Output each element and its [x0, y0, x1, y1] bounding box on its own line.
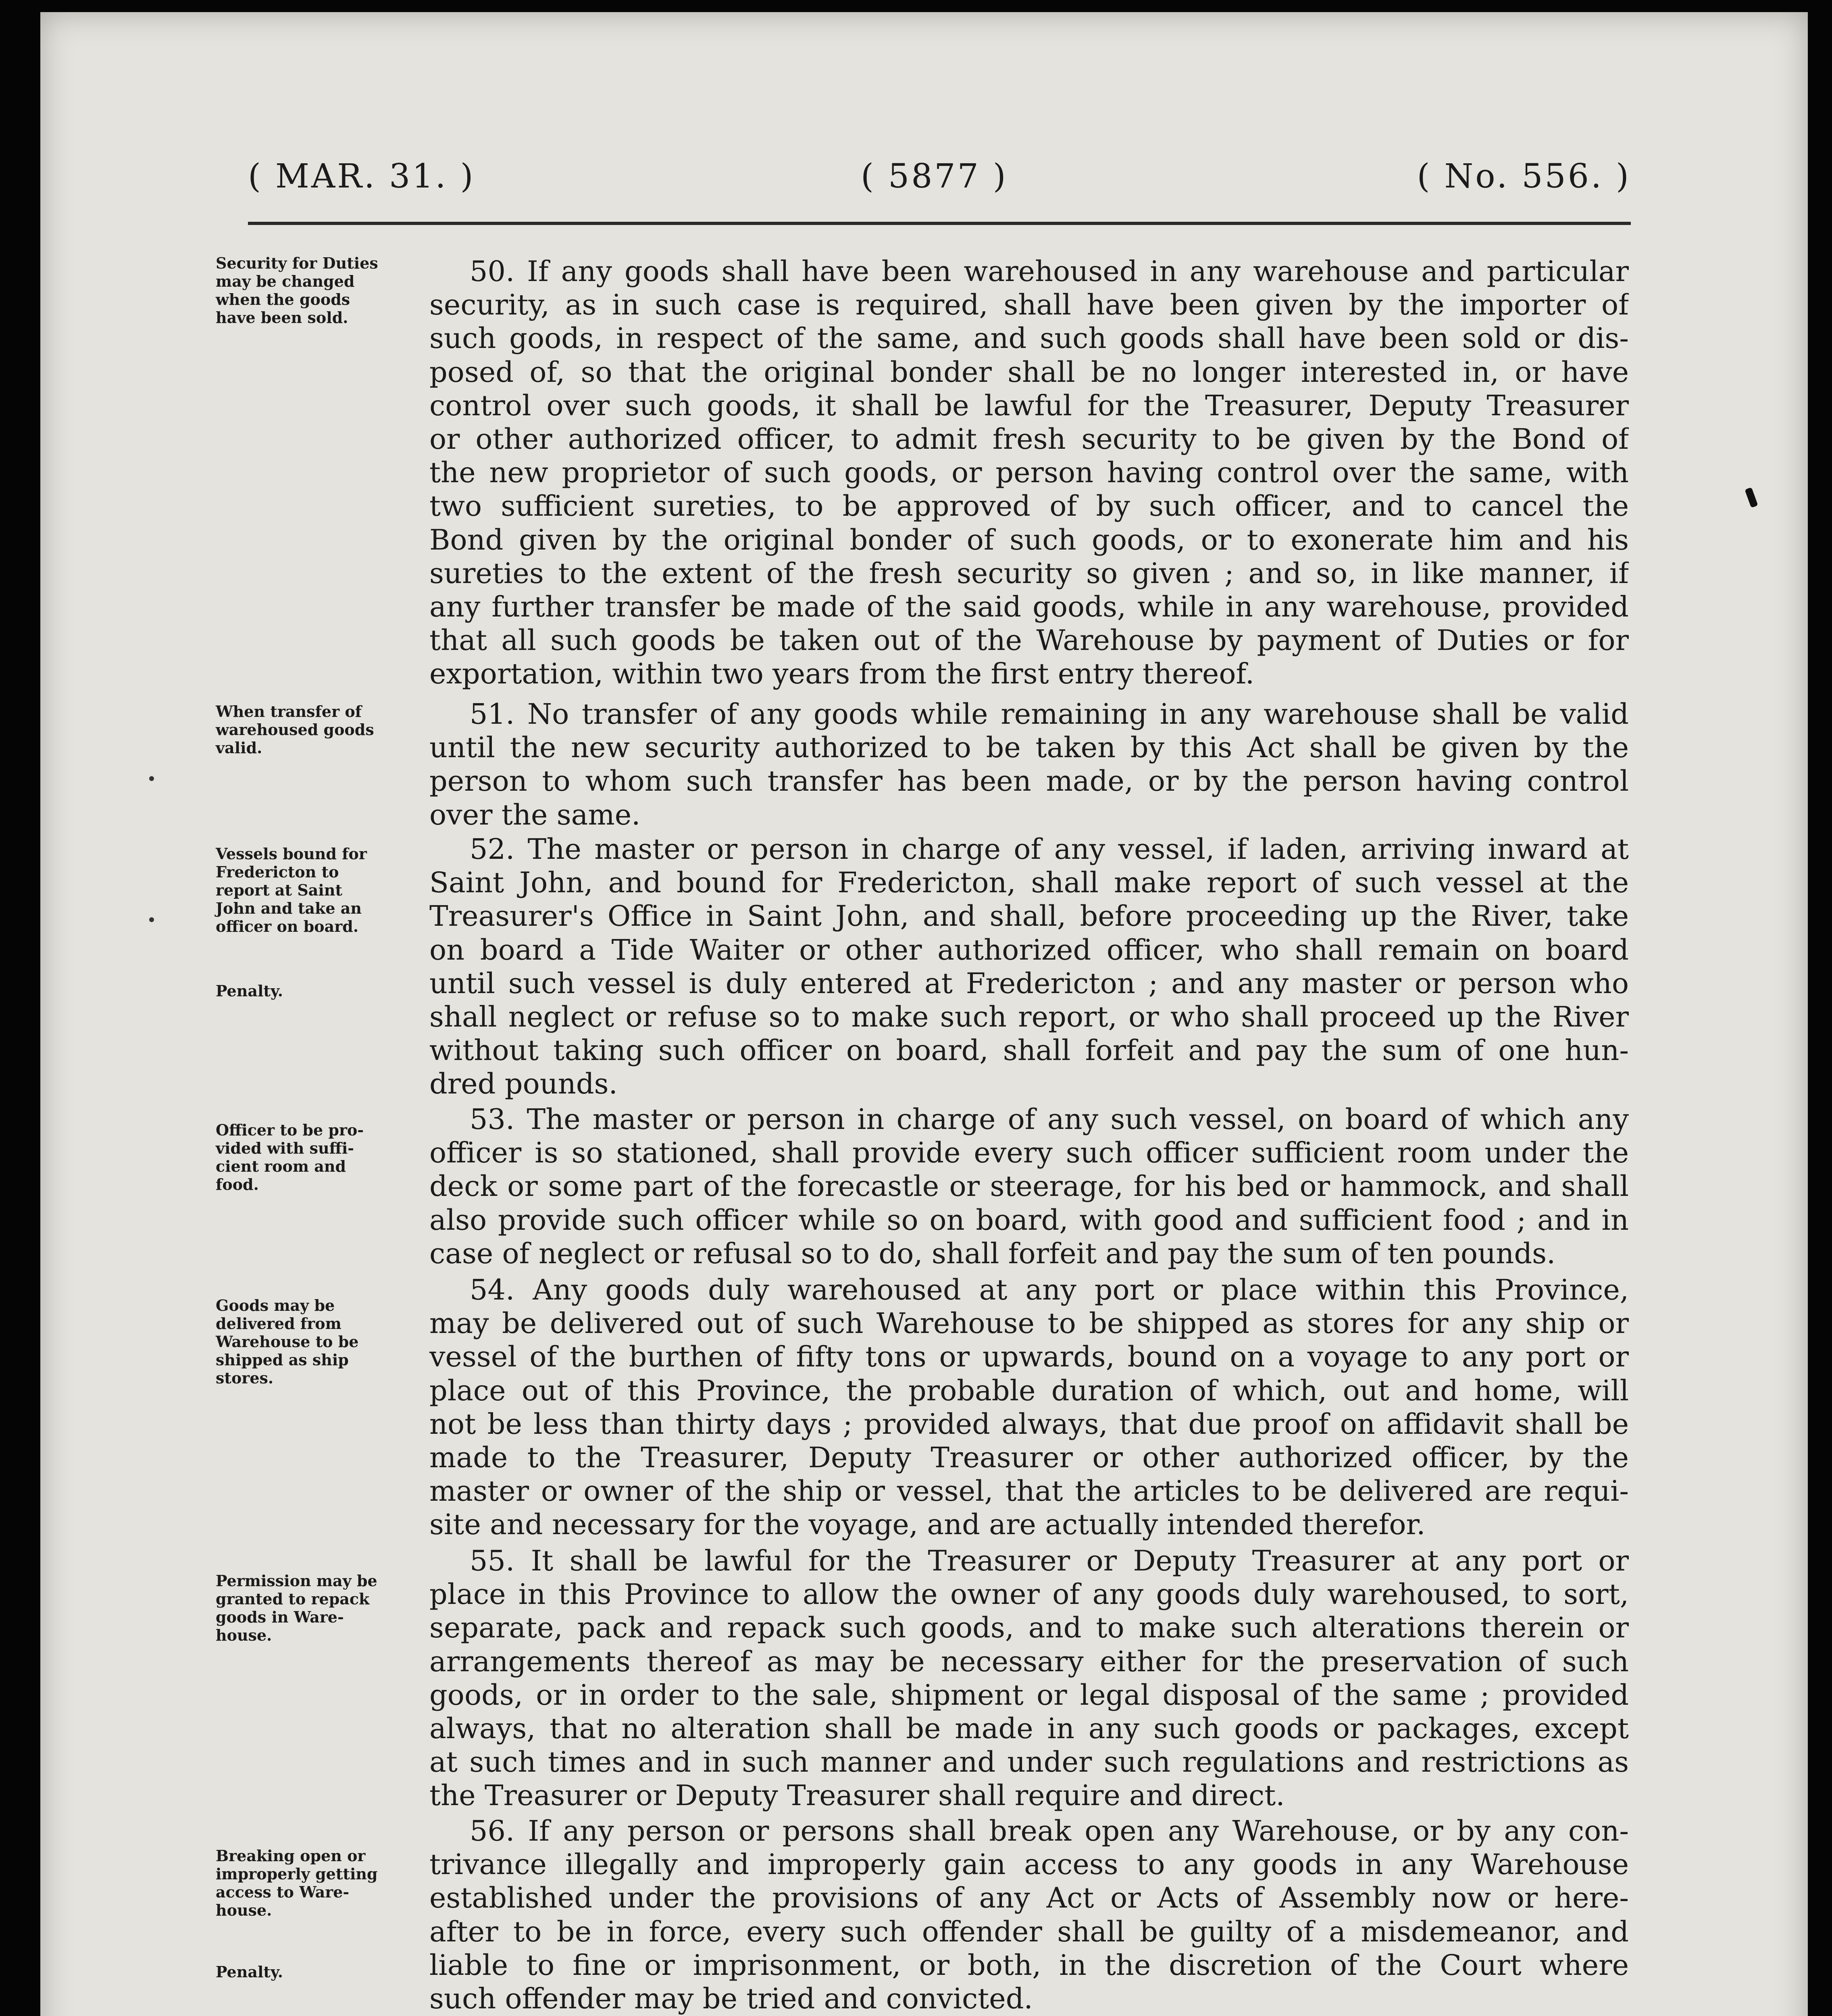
- header-act-number: ( No. 556. ): [1417, 157, 1631, 196]
- text-line: 54. Any goods duly warehoused at any port or place within this Province,: [470, 1273, 1629, 1306]
- page-header: [248, 157, 1631, 206]
- text-line: sureties to the extent of the fresh security so given ; and so, in like manner, if: [429, 556, 1629, 590]
- text-line: trivance illegally and improperly gain access to any goods in any Warehouse: [429, 1848, 1629, 1881]
- text-line: security, as in such case is required, shall have been given by the importer of: [429, 288, 1629, 322]
- text-line: or other authorized officer, to admit fresh security to be given by the Bond of: [429, 422, 1629, 456]
- text-line: deck or some part of the forecastle or steerage, for his bed or hammock, and shall: [429, 1170, 1629, 1203]
- text-line: 53. The master or person in charge of any such vessel, on board of which any: [470, 1103, 1629, 1136]
- text-line: established under the provisions of any Act or Acts of Assembly now or here-: [429, 1881, 1629, 1915]
- text-line: officer is so stationed, shall provide every such officer sufficient room under the: [429, 1136, 1629, 1170]
- header-date: ( MAR. 31. ): [248, 157, 475, 196]
- margin-note-transfer-valid: When transfer of warehoused goods valid.: [216, 702, 374, 757]
- text-line: until such vessel is duly entered at Fredericton ; and any master or person who: [429, 966, 1629, 1000]
- text-line: person to whom such transfer has been made, or by the person having control: [429, 764, 1629, 798]
- margin-note-ship-stores: Goods may be delivered from Warehouse to be shipped as ship stores.: [216, 1296, 359, 1387]
- text-line: two sufficient sureties, to be approved of by such officer, and to cancel the: [429, 489, 1629, 523]
- section-52: [429, 833, 1629, 1101]
- section-50: [429, 255, 1629, 691]
- text-line: exportation, within two years from the first entry thereof.: [429, 657, 1255, 691]
- header-rule: [248, 222, 1631, 225]
- text-line: at such times and in such manner and under such regulations and restrictions as: [429, 1745, 1629, 1779]
- text-line: also provide such officer while so on board, with good and sufficient food ; and in: [429, 1203, 1629, 1237]
- text-line: always, that no alteration shall be made in any such goods or packages, except: [429, 1712, 1629, 1745]
- text-line: place out of this Province, the probable duration of which, out and home, will: [429, 1374, 1629, 1407]
- text-line: until the new security authorized to be taken by this Act shall be given by the: [429, 731, 1629, 764]
- text-line: liable to fine or imprisonment, or both, in the discretion of the Court where: [429, 1948, 1629, 1982]
- header-page-number: ( 5877 ): [861, 157, 1008, 196]
- text-line: not be less than thirty days ; provided always, that due proof on affidavit shall be: [429, 1407, 1629, 1441]
- text-line: made to the Treasurer, Deputy Treasurer or other authorized officer, by the: [429, 1441, 1629, 1474]
- text-line: 52. The master or person in charge of any vessel, if laden, arriving inward at: [470, 833, 1629, 866]
- section-54: [429, 1273, 1629, 1542]
- text-line: 51. No transfer of any goods while remaining in any warehouse shall be valid: [470, 698, 1629, 731]
- text-line: 50. If any goods shall have been warehoused in any warehouse and particular: [470, 255, 1629, 288]
- text-line: such offender may be tried and convicted.: [429, 1982, 1033, 2015]
- text-line: posed of, so that the original bonder shall be no longer interested in, or have: [429, 355, 1629, 389]
- text-line: control over such goods, it shall be lawful for the Treasurer, Deputy Treasurer: [429, 389, 1629, 422]
- text-line: shall neglect or refuse so to make such report, or who shall proceed up the River: [429, 1000, 1629, 1033]
- text-line: the new proprietor of such goods, or person having control over the same, with: [429, 456, 1629, 489]
- text-line: arrangements thereof as may be necessary either for the preservation of such: [429, 1645, 1629, 1678]
- text-line: such goods, in respect of the same, and such goods shall have been sold or dis-: [429, 322, 1629, 355]
- margin-note-security-duties: Security for Duties may be changed when the goods have been sold.: [216, 254, 378, 327]
- text-line: any further transfer be made of the said goods, while in any warehouse, provided: [429, 590, 1629, 623]
- text-line: dred pounds.: [429, 1067, 618, 1101]
- text-line: 56. If any person or persons shall break open any Warehouse, or by any con-: [470, 1814, 1629, 1847]
- margin-note-breaking-open: Breaking open or improperly getting access to Ware- house.: [216, 1847, 378, 1919]
- text-line: master or owner of the ship or vessel, that the articles to be delivered are requi-: [429, 1475, 1629, 1508]
- text-line: after to be in force, every such offender shall be guilty of a misdemeanor, and: [429, 1915, 1629, 1948]
- text-line: site and necessary for the voyage, and are actually intended therefor.: [429, 1508, 1426, 1541]
- section-51: [429, 698, 1629, 832]
- text-line: vessel of the burthen of fifty tons or upwards, bound on a voyage to any port or: [429, 1340, 1629, 1374]
- text-line: case of neglect or refusal so to do, shall forfeit and pay the sum of ten pounds.: [429, 1237, 1556, 1270]
- text-line: Bond given by the original bonder of such goods, or to exonerate him and his: [429, 523, 1629, 556]
- margin-note-penalty-52: Penalty.: [216, 982, 283, 1000]
- text-line: that all such goods be taken out of the Warehouse by payment of Duties or for: [429, 624, 1629, 657]
- text-line: 55. It shall be lawful for the Treasurer or Deputy Treasurer at any port or: [470, 1544, 1629, 1577]
- scan-dot: [149, 776, 154, 781]
- text-line: separate, pack and repack such goods, and to make such alterations therein or: [429, 1611, 1629, 1645]
- scan-dot: [149, 917, 154, 922]
- document-page: [40, 12, 1808, 2016]
- text-line: Saint John, and bound for Fredericton, shall make report of such vessel at the: [429, 866, 1629, 900]
- text-line: without taking such officer on board, shall forfeit and pay the sum of one hun-: [429, 1034, 1629, 1067]
- text-line: goods, or in order to the sale, shipment or legal disposal of the same ; provided: [429, 1678, 1629, 1712]
- section-55: [429, 1544, 1629, 1813]
- margin-note-vessels-fredericton: Vessels bound for Fredericton to report at Saint John and take an officer on board.: [216, 845, 367, 935]
- margin-note-officer-room-food: Officer to be pro- vided with suffi- cient room and food.: [216, 1121, 364, 1193]
- text-line: may be delivered out of such Warehouse to be shipped as stores for any ship or: [429, 1307, 1629, 1340]
- section-56: [429, 1814, 1629, 2016]
- text-line: place in this Province to allow the owner of any goods duly warehoused, to sort,: [429, 1578, 1629, 1611]
- text-line: on board a Tide Waiter or other authorized officer, who shall remain on board: [429, 933, 1629, 966]
- text-line: the Treasurer or Deputy Treasurer shall require and direct.: [429, 1779, 1285, 1812]
- margin-note-repack-goods: Permission may be granted to repack goods in Ware- house.: [216, 1572, 377, 1644]
- text-line: over the same.: [429, 798, 641, 831]
- section-53: [429, 1103, 1629, 1270]
- margin-mark: [1745, 487, 1758, 508]
- text-line: Treasurer's Office in Saint John, and shall, before proceeding up the River, take: [429, 900, 1629, 933]
- margin-note-penalty-56: Penalty.: [216, 1963, 283, 1981]
